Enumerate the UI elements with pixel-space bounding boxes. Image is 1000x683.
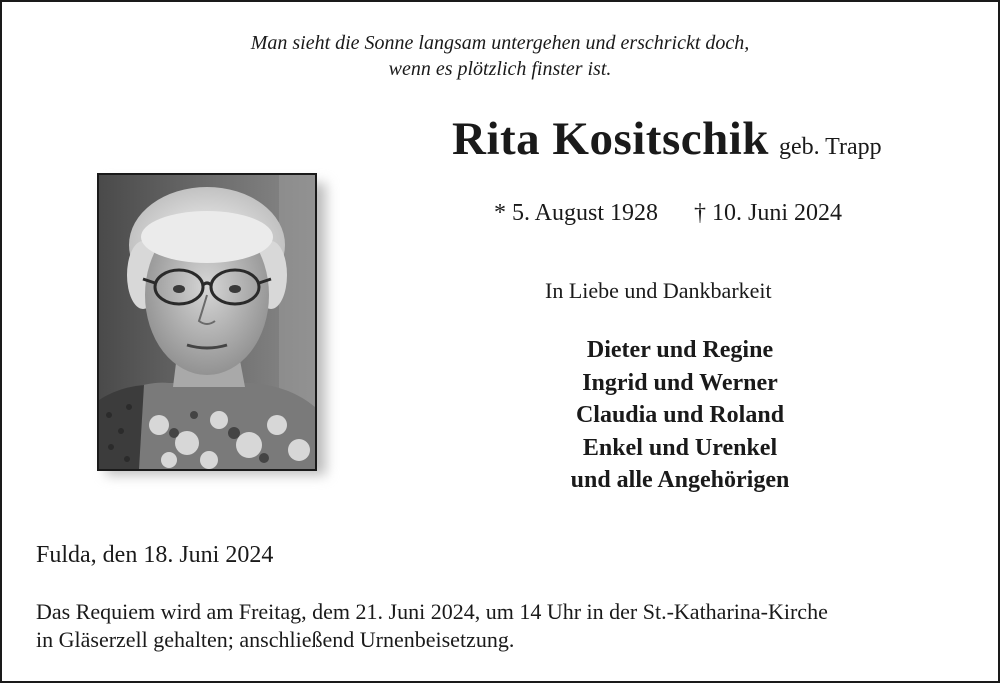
notice-line-2: in Gläserzell gehalten; anschließend Urnenbeisetzung.: [36, 627, 515, 652]
mourners-list: [530, 334, 830, 497]
life-dates: [494, 200, 842, 227]
name-block: [452, 112, 882, 166]
quote-line-1: Man sieht die Sonne langsam untergehen und erschrickt doch,: [250, 32, 750, 54]
place-date: Fulda, den 18. Juni 2024: [36, 542, 274, 568]
mourner-line: Dieter und Regine: [586, 337, 774, 363]
mourner-line: und alle Angehörigen: [570, 467, 790, 493]
dedication: In Liebe und Dankbarkeit: [545, 278, 772, 303]
portrait-photo: [97, 173, 317, 471]
mourner-line: Enkel und Urenkel: [582, 434, 778, 461]
death-date: † 10. Juni 2024: [694, 200, 843, 226]
service-notice: [36, 598, 976, 654]
deceased-name: Rita Kositschik: [452, 113, 769, 165]
birth-date: * 5. August 1928: [494, 200, 659, 226]
quote-line-2: wenn es plötzlich finster ist.: [388, 58, 612, 80]
mourner-line: Ingrid und Werner: [582, 369, 778, 396]
mourner-line: Claudia und Roland: [575, 402, 785, 428]
notice-line-1: Das Requiem wird am Freitag, dem 21. Juni 2024, um 14 Uhr in der St.-Katharina-Kirche: [36, 599, 828, 624]
portrait-illustration: [99, 175, 315, 469]
maiden-name: geb. Trapp: [778, 134, 882, 160]
